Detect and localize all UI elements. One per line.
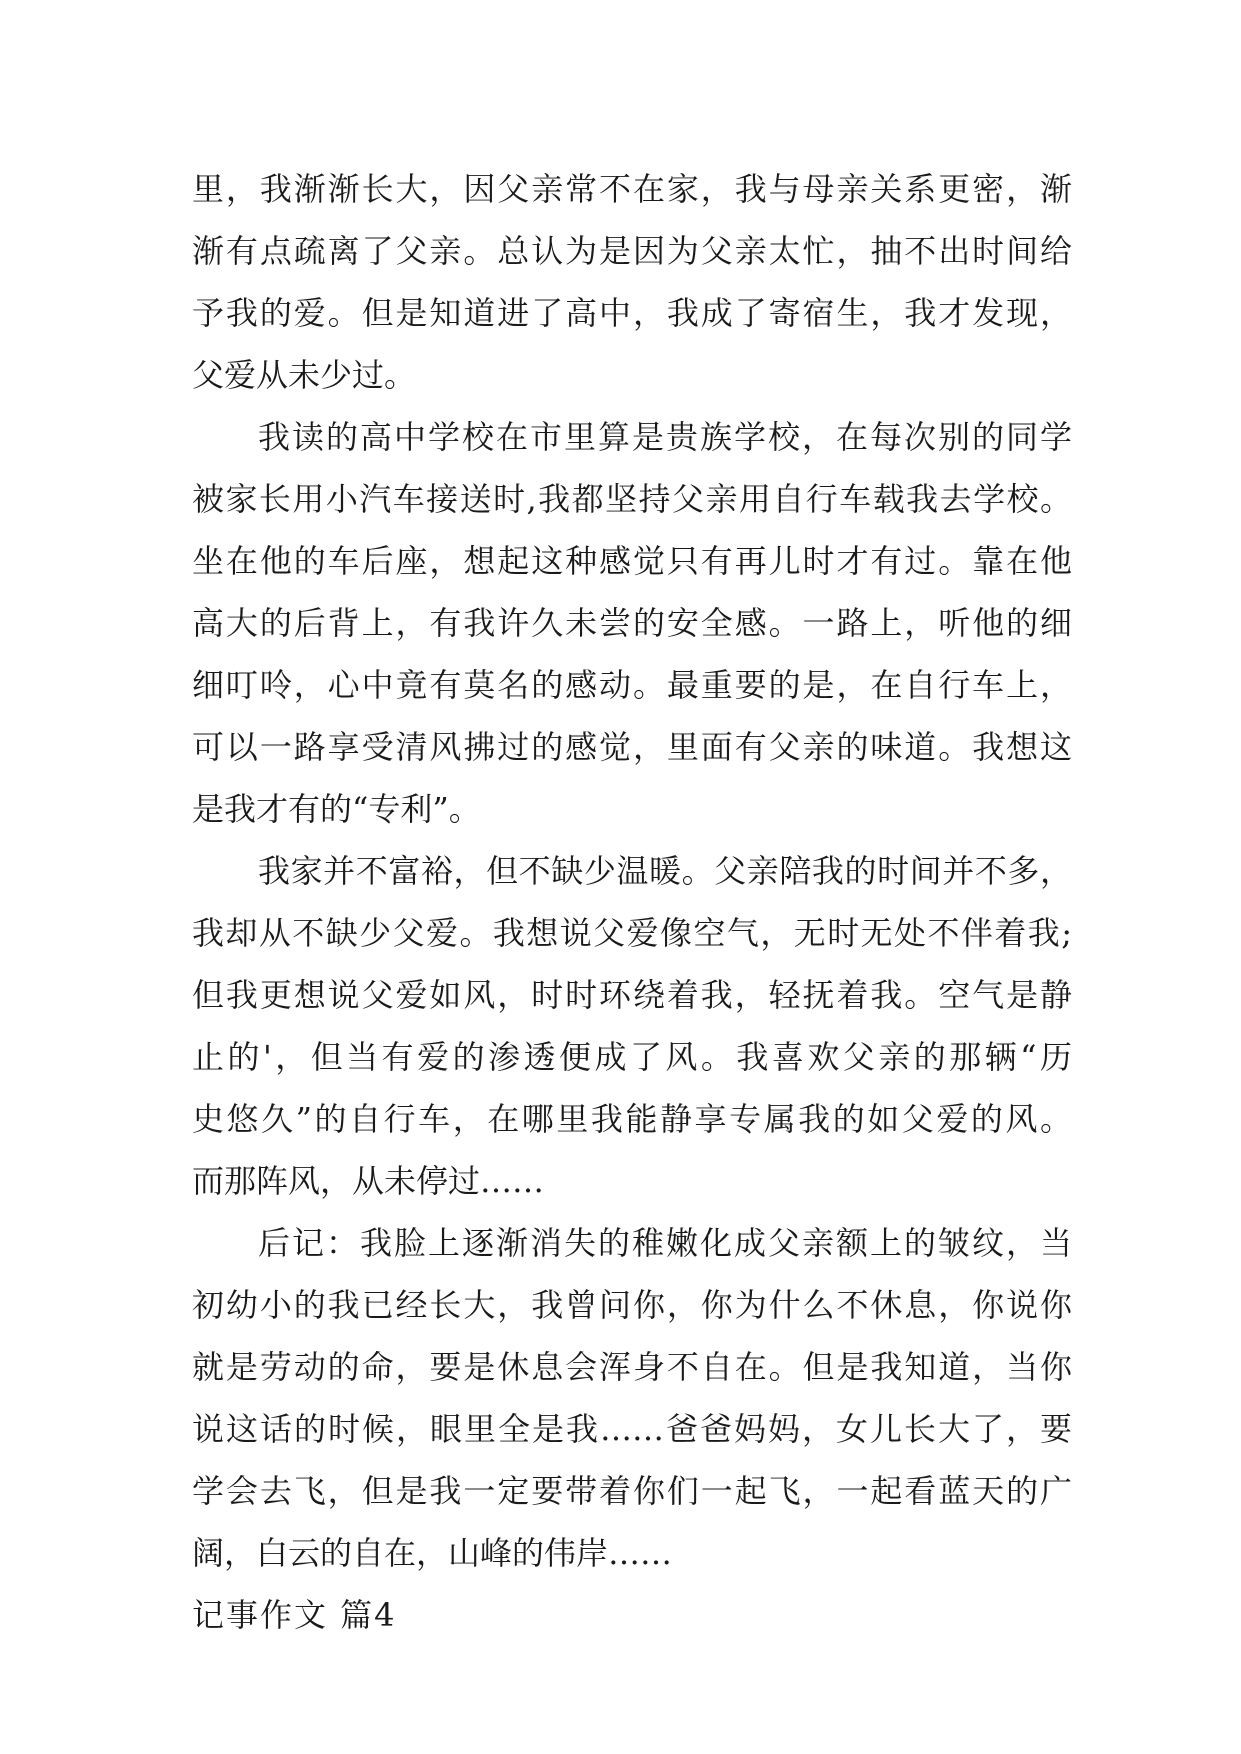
document-body [192,158,1072,1646]
paragraph-3-line-2: 我却从不缺少父爱。我想说父爱像空气，无时无处不伴着我; [192,914,1072,952]
paragraph-2-line-3: 坐在他的车后座，想起这种感觉只有再儿时才有过。靠在他 [192,542,1072,580]
paragraph-1-line-4: 父爱从未少过。 [192,356,417,394]
paragraph-2-line-4: 高大的后背上，有我许久未尝的安全感。一路上，听他的细 [192,604,1072,642]
paragraph-4-line-4: 说这话的时候，眼里全是我……爸爸妈妈，女儿长大了，要 [192,1410,1072,1448]
paragraph-3-line-5: 史悠久”的自行车，在哪里我能静享专属我的如父爱的风。 [192,1100,1072,1138]
paragraph-4-line-3: 就是劳动的命，要是休息会浑身不自在。但是我知道，当你 [192,1348,1072,1386]
paragraph-4-line-1: 后记：我脸上逐渐消失的稚嫩化成父亲额上的皱纹，当 [258,1224,1072,1262]
paragraph-1-line-3: 予我的爱。但是知道进了高中，我成了寄宿生，我才发现， [192,294,1072,332]
paragraph-2-line-6: 可以一路享受清风拂过的感觉，里面有父亲的味道。我想这 [192,728,1072,766]
paragraph-4-line-2: 初幼小的我已经长大，我曾问你，你为什么不休息，你说你 [192,1286,1072,1324]
paragraph-2-line-2: 被家长用小汽车接送时,我都坚持父亲用自行车载我去学校。 [192,480,1072,518]
paragraph-1-line-1: 里，我渐渐长大，因父亲常不在家，我与母亲关系更密，渐 [192,170,1072,208]
paragraph-2-line-5: 细叮呤，心中竟有莫名的感动。最重要的是，在自行车上， [192,666,1072,704]
paragraph-3-line-1: 我家并不富裕，但不缺少温暖。父亲陪我的时间并不多， [258,852,1072,890]
paragraph-4-line-6: 阔，白云的自在，山峰的伟岸…… [192,1534,673,1572]
paragraph-4-line-5: 学会去飞，但是我一定要带着你们一起飞，一起看蓝天的广 [192,1472,1072,1510]
paragraph-3-line-3: 但我更想说父爱如风，时时环绕着我，轻抚着我。空气是静 [192,976,1072,1014]
paragraph-2-line-1: 我读的高中学校在市里算是贵族学校，在每次别的同学 [258,418,1072,456]
paragraph-1-line-2: 渐有点疏离了父亲。总认为是因为父亲太忙，抽不出时间给 [192,232,1072,270]
paragraph-3-line-6: 而那阵风，从未停过…… [192,1162,545,1200]
section-heading: 记事作文 篇4 [192,1596,397,1634]
paragraph-2-line-7: 是我才有的“专利”。 [192,790,481,828]
paragraph-3-line-4: 止的'，但当有爱的渗透便成了风。我喜欢父亲的那辆“历 [192,1038,1072,1076]
